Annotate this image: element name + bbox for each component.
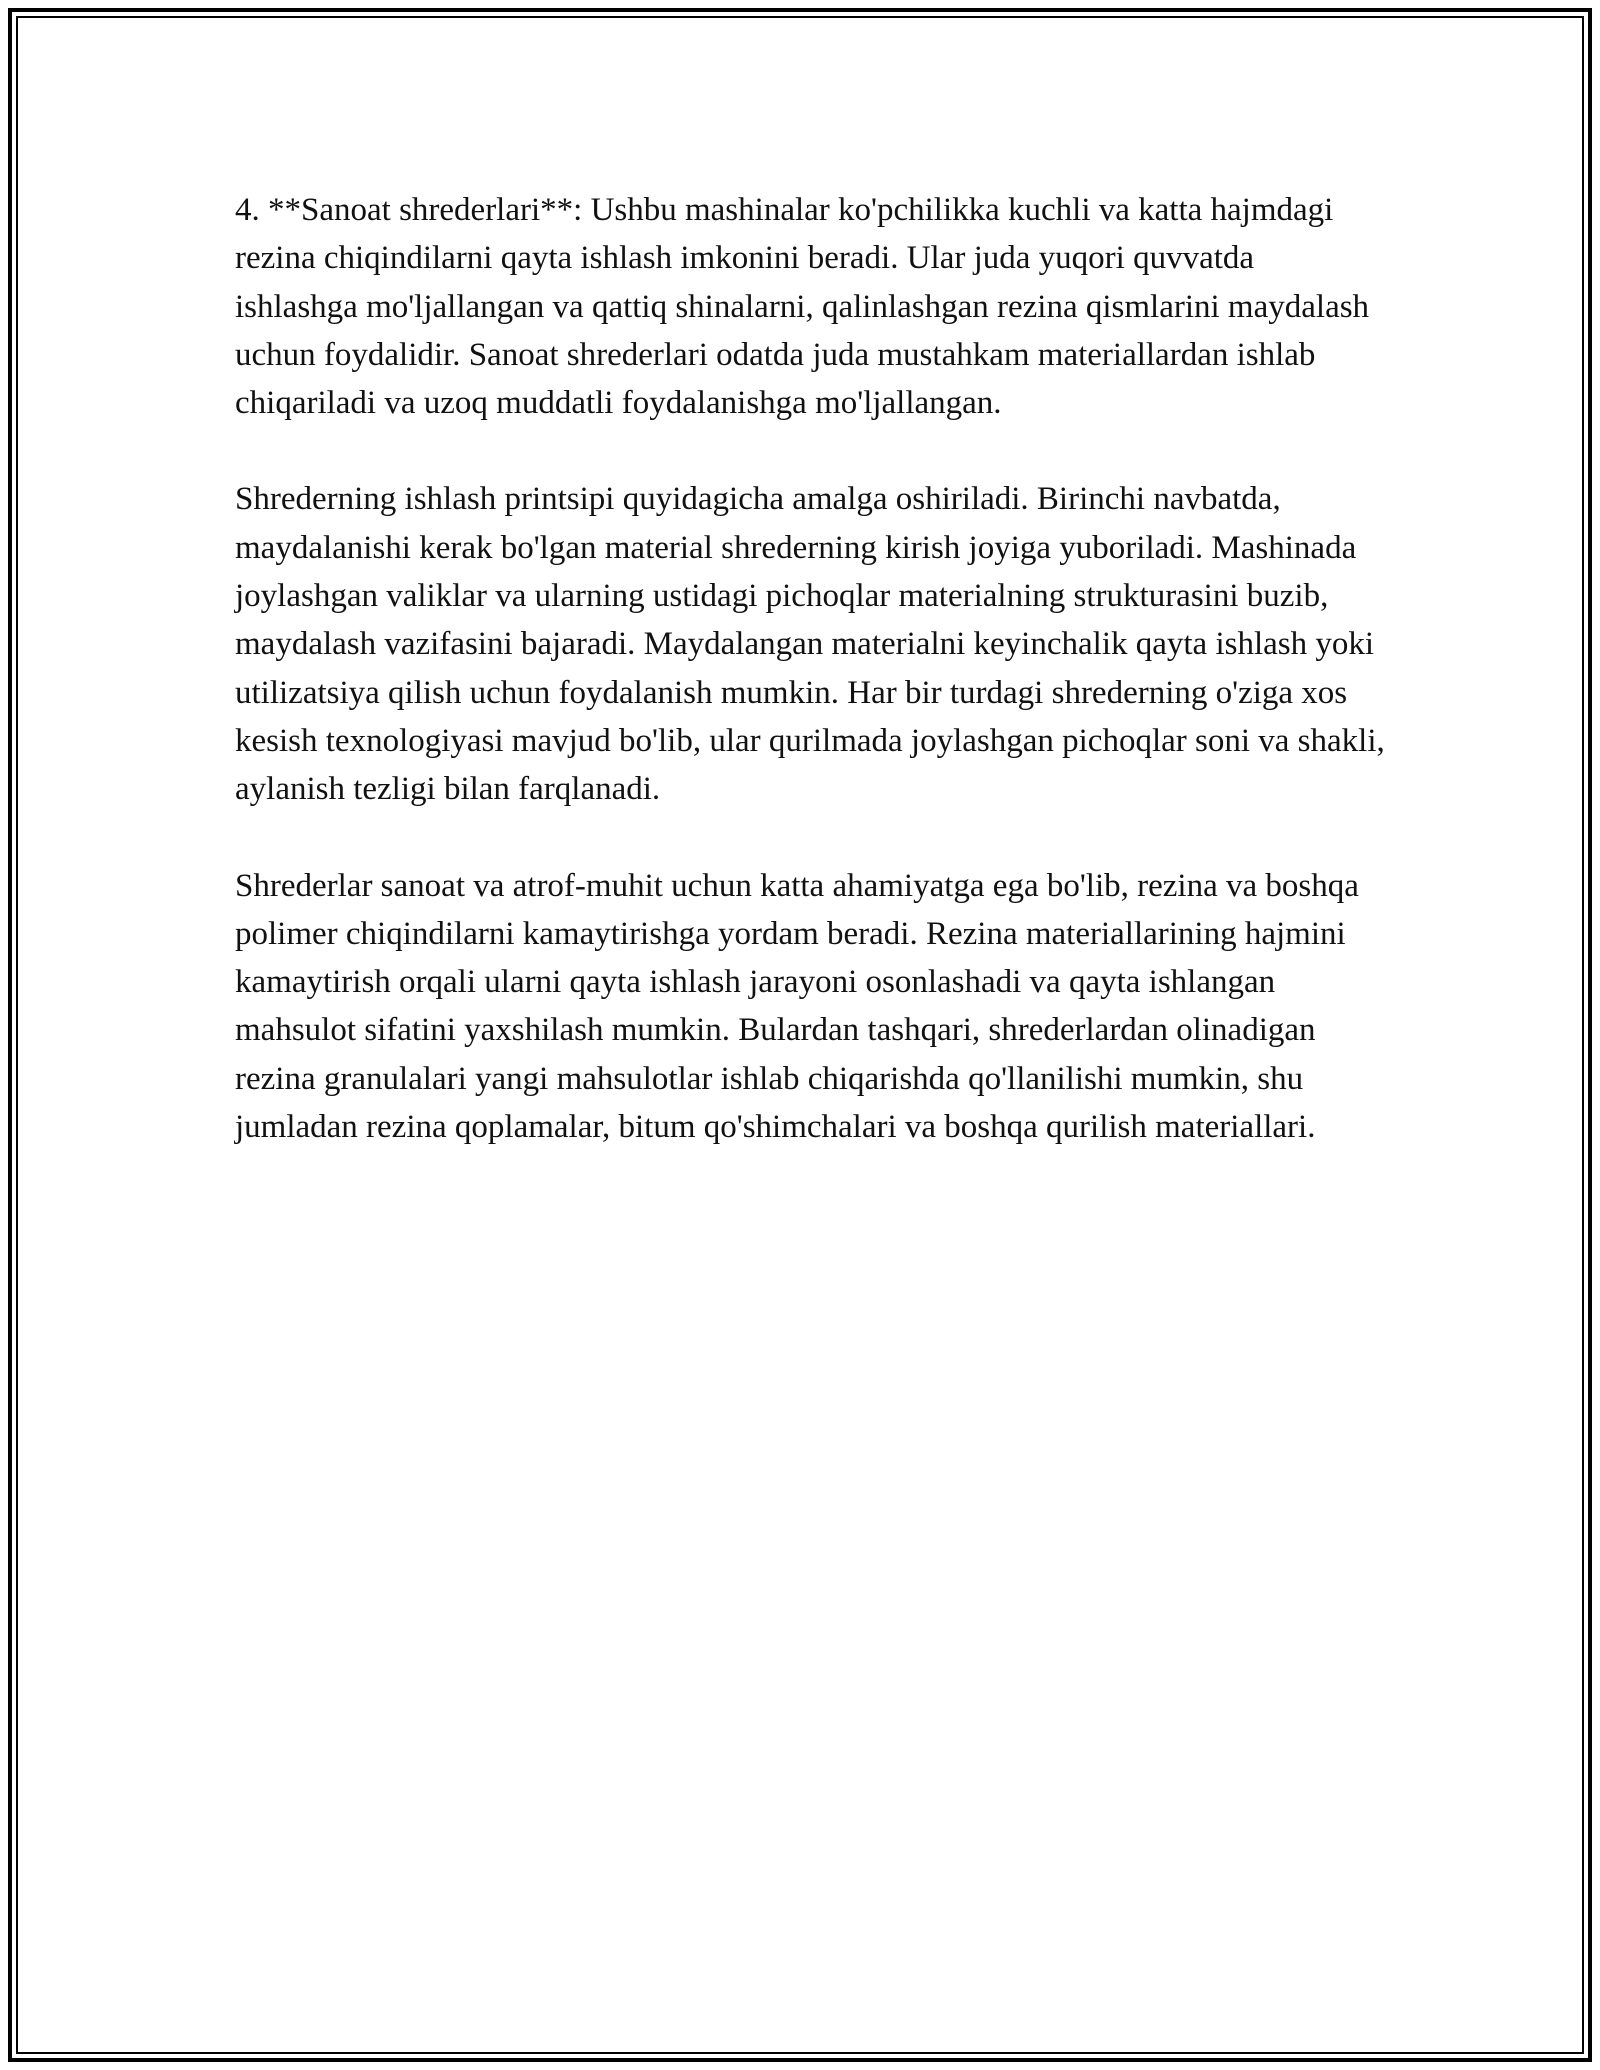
paragraph-importance: Shrederlar sanoat va atrof-muhit uchun katta ahamiyatga ega bo'lib, rezina va boshqa polimer chiqindilarni kamaytirishga yordam beradi. Rezina materiallarining hajmini kamaytirish orqali ularni qayta ishlash jarayoni osonlashadi va qayta ishlangan mahsulot sifatini yaxshilash mumkin. Bulardan tashqari, shrederlardan olinadigan rezina granulalari yangi mahsulotlar ishlab chiqarishda qo'llanilishi mumkin, shu jumladan rezina qoplamalar, bitum qo'shimchalari va boshqa qurilish materiallari. bbox=[235, 867, 1359, 1146]
paragraph-industrial-shredders: 4. **Sanoat shrederlari**: Ushbu mashinalar ko'pchilikka kuchli va katta hajmdagi rezina chiqindilarni qayta ishlash imkonini beradi. Ular juda yuqori quvvatda ishlashga mo'ljallangan va qattiq shinalarni, qalinlashgan rezina qismlarini maydalash uchun foydalidir. Sanoat shrederlari odatda juda mustahkam materiallardan ishlab chiqariladi va uzoq muddatli foydalanishga mo'ljallangan. bbox=[235, 192, 1370, 422]
paragraph-working-principle: Shrederning ishlash printsipi quyidagicha amalga oshiriladi. Birinchi navbatda, maydalanishi kerak bo'lgan material shrederning kirish joyiga yuboriladi. Mashinada joylashgan valiklar va ularning ustidagi pichoqlar materialning strukturasini buzib, maydalash vazifasini bajaradi. Maydalangan materialni keyinchalik qayta ishlash yoki utilizatsiya qilish uchun foydalanish mumkin. Har bir turdagi shrederning o'ziga xos kesish texnologiyasi mavjud bo'lib, ular qurilmada joylashgan pichoqlar soni va shakli, aylanish tezligi bilan farqlanadi. bbox=[235, 481, 1385, 808]
document-body bbox=[235, 186, 1385, 1199]
